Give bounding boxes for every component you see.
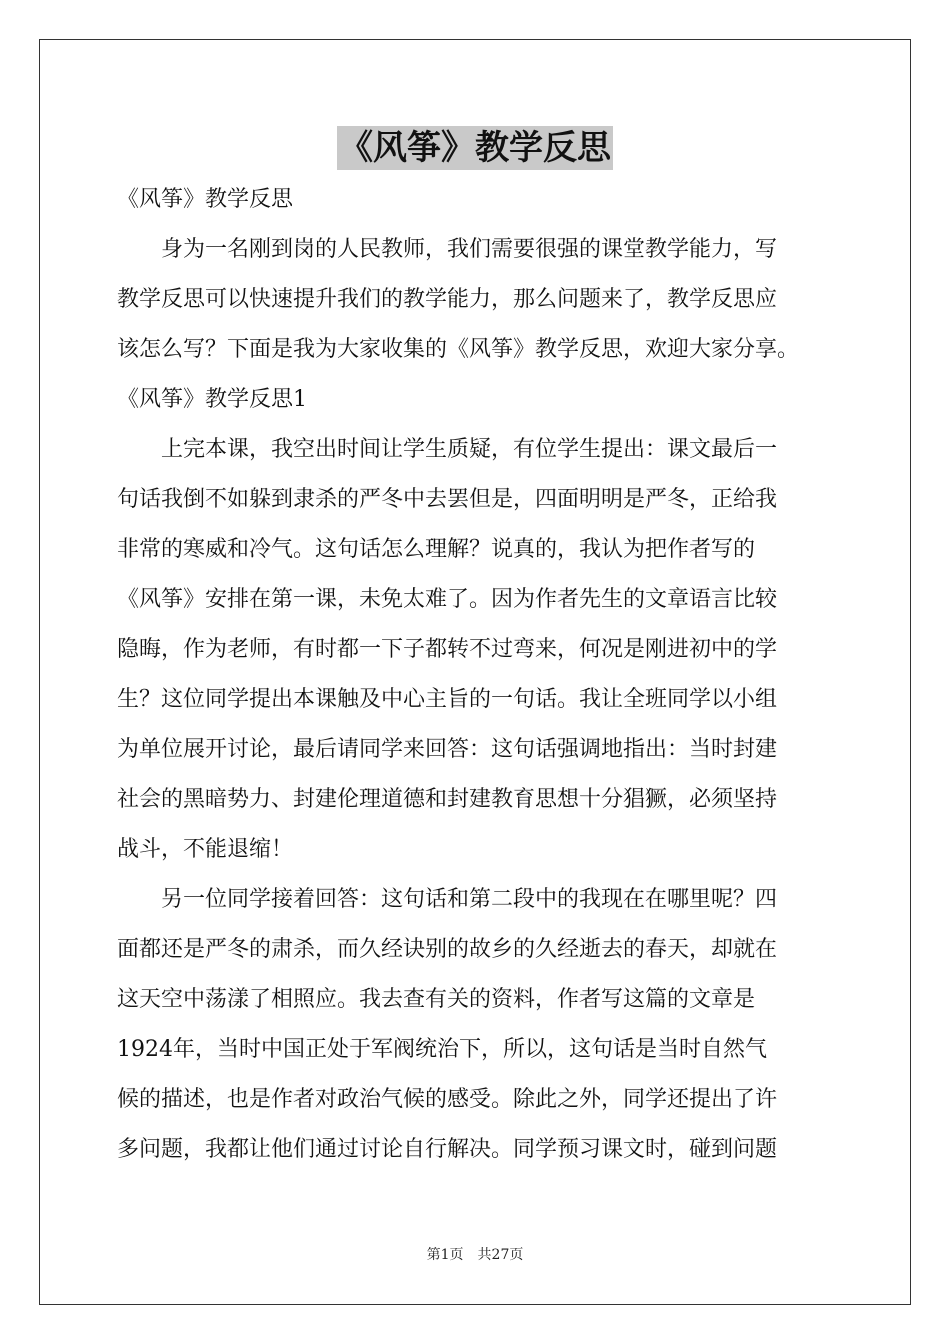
text-line: 多问题，我都让他们通过讨论自行解决。同学预习课文时，碰到问题	[117, 1137, 778, 1162]
text-line: 教学反思可以快速提升我们的教学能力，那么问题来了，教学反思应	[117, 287, 778, 312]
text-line: 面都还是严冬的肃杀，而久经诀别的故乡的久经逝去的春天，却就在	[117, 937, 778, 962]
text-line: 非常的寒威和冷气。这句话怎么理解？说真的，我认为把作者写的	[117, 537, 756, 562]
page-total: 共27页	[477, 1247, 524, 1263]
text-line: 这天空中荡漾了相照应。我去查有关的资料，作者写这篇的文章是	[117, 987, 756, 1012]
text-line: 该怎么写？下面是我为大家收集的《风筝》教学反思，欢迎大家分享。	[117, 337, 800, 362]
text-line: 候的描述，也是作者对政治气候的感受。除此之外，同学还提出了许	[117, 1087, 778, 1112]
text-line: 《风筝》教学反思1	[117, 387, 307, 412]
title-wrap	[0, 126, 950, 170]
page-number: 第1页	[426, 1247, 464, 1263]
text-line: 为单位展开讨论，最后请同学来回答：这句话强调地指出：当时封建	[117, 737, 778, 762]
document-body	[117, 175, 837, 1175]
text-line: 句话我倒不如躲到隶杀的严冬中去罢但是，四面明明是严冬，正给我	[117, 487, 778, 512]
text-line: 生？这位同学提出本课触及中心主旨的一句话。我让全班同学以小组	[117, 687, 778, 712]
text-line: 身为一名刚到岗的人民教师，我们需要很强的课堂教学能力，写	[161, 237, 778, 262]
text-line: 《风筝》安排在第一课，未免太难了。因为作者先生的文章语言比较	[117, 587, 778, 612]
text-line: 社会的黑暗势力、封建伦理道德和封建教育思想十分猖獗，必须坚持	[117, 787, 778, 812]
text-line: 战斗，不能退缩！	[117, 837, 294, 862]
document-title: 《风筝》教学反思	[339, 128, 611, 168]
text-line: 上完本课，我空出时间让学生质疑，有位学生提出：课文最后一	[161, 437, 778, 462]
text-line: 隐晦，作为老师，有时都一下子都转不过弯来，何况是刚进初中的学	[117, 637, 778, 662]
page-footer	[0, 1245, 950, 1265]
text-line: 另一位同学接着回答：这句话和第二段中的我现在在哪里呢？四	[161, 887, 778, 912]
text-line: 《风筝》教学反思	[117, 187, 294, 212]
text-line: 1924年，当时中国正处于军阀统治下，所以，这句话是当时自然气	[117, 1037, 767, 1062]
